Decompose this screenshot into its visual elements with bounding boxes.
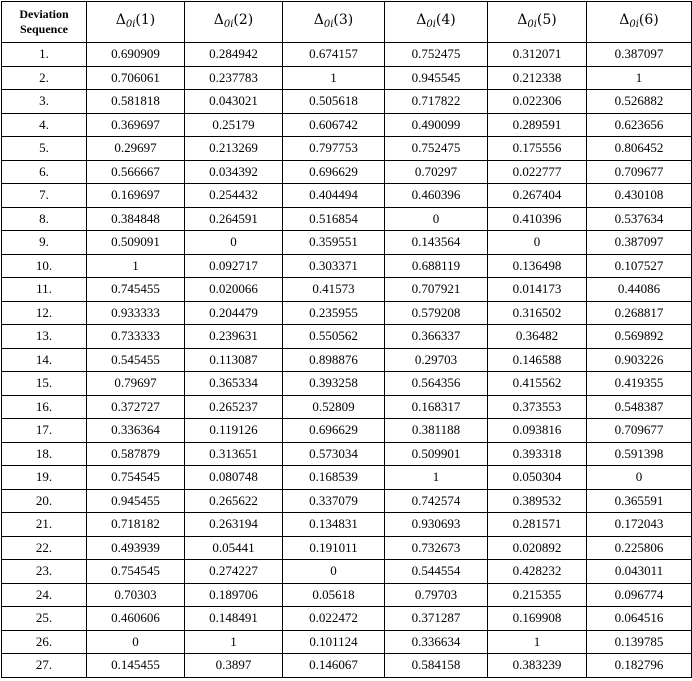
deviation-value-cell: 0.623656 xyxy=(587,113,692,137)
deviation-value-cell: 0.754545 xyxy=(87,466,185,490)
deviation-value-cell: 0.584158 xyxy=(385,654,488,678)
deviation-value-cell: 0.146588 xyxy=(488,348,587,372)
deviation-value-cell: 0.281571 xyxy=(488,513,587,537)
table-row xyxy=(2,419,692,443)
col-arg: (1) xyxy=(135,11,156,28)
deviation-value-cell: 0.366337 xyxy=(385,325,488,349)
deviation-value-cell: 0.050304 xyxy=(488,466,587,490)
table-row xyxy=(2,184,692,208)
deviation-value-cell: 0.537634 xyxy=(587,207,692,231)
sequence-number-cell: 14. xyxy=(2,348,87,372)
deviation-value-cell: 0.41573 xyxy=(283,278,385,302)
sequence-number-cell: 4. xyxy=(2,113,87,137)
col-arg: (3) xyxy=(333,11,354,28)
deviation-value-cell: 0.706061 xyxy=(87,66,185,90)
deviation-value-cell: 0.064516 xyxy=(587,607,692,631)
deviation-value-cell: 0.606742 xyxy=(283,113,385,137)
deviation-value-cell: 0.014173 xyxy=(488,278,587,302)
deviation-value-cell: 0.410396 xyxy=(488,207,587,231)
header-col-2 xyxy=(185,2,283,43)
sequence-number-cell: 5. xyxy=(2,137,87,161)
deviation-value-cell: 0.182796 xyxy=(587,654,692,678)
deviation-value-cell: 0.145455 xyxy=(87,654,185,678)
table-row xyxy=(2,560,692,584)
deviation-value-cell: 1 xyxy=(385,466,488,490)
deviation-value-cell: 0.945455 xyxy=(87,489,185,513)
deviation-value-cell: 0.29703 xyxy=(385,348,488,372)
table-row xyxy=(2,395,692,419)
deviation-value-cell: 0.239631 xyxy=(185,325,283,349)
header-col-6 xyxy=(587,2,692,43)
deviation-value-cell: 0.752475 xyxy=(385,137,488,161)
deviation-value-cell: 0.05441 xyxy=(185,536,283,560)
deviation-value-cell: 0.022306 xyxy=(488,90,587,114)
deviation-value-cell: 0.381188 xyxy=(385,419,488,443)
deviation-value-cell: 0.119126 xyxy=(185,419,283,443)
sequence-number-cell: 7. xyxy=(2,184,87,208)
deviation-value-cell: 0.107527 xyxy=(587,254,692,278)
deviation-value-cell: 0.316502 xyxy=(488,301,587,325)
deviation-value-cell: 0.393318 xyxy=(488,442,587,466)
deviation-value-cell: 0.265237 xyxy=(185,395,283,419)
deviation-value-cell: 0.587879 xyxy=(87,442,185,466)
header-row xyxy=(2,2,692,43)
deviation-value-cell: 0.509091 xyxy=(87,231,185,255)
deviation-value-cell: 0.092717 xyxy=(185,254,283,278)
deviation-value-cell: 0.419355 xyxy=(587,372,692,396)
table-row xyxy=(2,583,692,607)
delta-symbol: Δ xyxy=(213,11,224,28)
deviation-value-cell: 0.550562 xyxy=(283,325,385,349)
deviation-value-cell: 0.526882 xyxy=(587,90,692,114)
delta-symbol: Δ xyxy=(619,11,630,28)
deviation-value-cell: 0.365334 xyxy=(185,372,283,396)
deviation-value-cell: 1 xyxy=(87,254,185,278)
deviation-value-cell: 0 xyxy=(385,207,488,231)
deviation-value-cell: 0.113087 xyxy=(185,348,283,372)
deviation-value-cell: 0.707921 xyxy=(385,278,488,302)
subscript: 0i xyxy=(629,18,639,30)
sequence-number-cell: 17. xyxy=(2,419,87,443)
deviation-value-cell: 0.022472 xyxy=(283,607,385,631)
deviation-value-cell: 0.79697 xyxy=(87,372,185,396)
deviation-value-cell: 0.569892 xyxy=(587,325,692,349)
deviation-value-cell: 0.096774 xyxy=(587,583,692,607)
deviation-value-cell: 0.742574 xyxy=(385,489,488,513)
deviation-value-cell: 0.430108 xyxy=(587,184,692,208)
header-deviation-sequence xyxy=(2,2,87,43)
table-row xyxy=(2,160,692,184)
deviation-value-cell: 0 xyxy=(185,231,283,255)
deviation-value-cell: 0.903226 xyxy=(587,348,692,372)
deviation-value-cell: 0.70297 xyxy=(385,160,488,184)
deviation-value-cell: 0.213269 xyxy=(185,137,283,161)
table-row xyxy=(2,254,692,278)
deviation-value-cell: 0.172043 xyxy=(587,513,692,537)
deviation-value-cell: 0.148491 xyxy=(185,607,283,631)
col-arg: (5) xyxy=(536,11,557,28)
deviation-value-cell: 0.752475 xyxy=(385,43,488,67)
deviation-value-cell: 0.717822 xyxy=(385,90,488,114)
deviation-value-cell: 0.797753 xyxy=(283,137,385,161)
header-col-1 xyxy=(87,2,185,43)
table-row xyxy=(2,43,692,67)
deviation-value-cell: 0.05618 xyxy=(283,583,385,607)
deviation-value-cell: 0.709677 xyxy=(587,160,692,184)
sequence-number-cell: 11. xyxy=(2,278,87,302)
table-row xyxy=(2,113,692,137)
deviation-value-cell: 0.225806 xyxy=(587,536,692,560)
deviation-value-cell: 0.267404 xyxy=(488,184,587,208)
deviation-value-cell: 1 xyxy=(488,630,587,654)
header-first-line1: Deviation xyxy=(19,7,69,21)
deviation-value-cell: 0.428232 xyxy=(488,560,587,584)
sequence-number-cell: 26. xyxy=(2,630,87,654)
table-row xyxy=(2,207,692,231)
table-row xyxy=(2,90,692,114)
col-arg: (6) xyxy=(638,11,659,28)
table-row xyxy=(2,301,692,325)
deviation-value-cell: 1 xyxy=(587,66,692,90)
deviation-value-cell: 0.933333 xyxy=(87,301,185,325)
header-first-line2: Sequence xyxy=(20,22,68,36)
table-row xyxy=(2,442,692,466)
subscript: 0i xyxy=(426,18,436,30)
deviation-value-cell: 0.945545 xyxy=(385,66,488,90)
deviation-value-cell: 0.215355 xyxy=(488,583,587,607)
table-row xyxy=(2,513,692,537)
deviation-value-cell: 0.573034 xyxy=(283,442,385,466)
deviation-value-cell: 0.237783 xyxy=(185,66,283,90)
delta-symbol: Δ xyxy=(313,11,324,28)
sequence-number-cell: 22. xyxy=(2,536,87,560)
sequence-number-cell: 21. xyxy=(2,513,87,537)
sequence-number-cell: 24. xyxy=(2,583,87,607)
deviation-value-cell: 0.336634 xyxy=(385,630,488,654)
table-row xyxy=(2,489,692,513)
deviation-value-cell: 0.79703 xyxy=(385,583,488,607)
deviation-value-cell: 0.101124 xyxy=(283,630,385,654)
sequence-number-cell: 13. xyxy=(2,325,87,349)
sequence-number-cell: 20. xyxy=(2,489,87,513)
deviation-value-cell: 0.404494 xyxy=(283,184,385,208)
sequence-number-cell: 12. xyxy=(2,301,87,325)
deviation-value-cell: 1 xyxy=(283,66,385,90)
deviation-value-cell: 0 xyxy=(87,630,185,654)
delta-symbol: Δ xyxy=(115,11,126,28)
deviation-value-cell: 0.268817 xyxy=(587,301,692,325)
deviation-value-cell: 0.134831 xyxy=(283,513,385,537)
deviation-value-cell: 1 xyxy=(185,630,283,654)
sequence-number-cell: 27. xyxy=(2,654,87,678)
table-row xyxy=(2,66,692,90)
deviation-value-cell: 0.548387 xyxy=(587,395,692,419)
delta-symbol: Δ xyxy=(416,11,427,28)
deviation-value-cell: 0.70303 xyxy=(87,583,185,607)
deviation-value-cell: 0.020892 xyxy=(488,536,587,560)
subscript: 0i xyxy=(527,18,537,30)
deviation-value-cell: 0.169908 xyxy=(488,607,587,631)
deviation-value-cell: 0.313651 xyxy=(185,442,283,466)
deviation-value-cell: 0.745455 xyxy=(87,278,185,302)
deviation-value-cell: 0.336364 xyxy=(87,419,185,443)
deviation-value-cell: 0.371287 xyxy=(385,607,488,631)
subscript: 0i xyxy=(125,18,136,30)
deviation-value-cell: 0.274227 xyxy=(185,560,283,584)
sequence-number-cell: 10. xyxy=(2,254,87,278)
deviation-value-cell: 0.29697 xyxy=(87,137,185,161)
deviation-value-cell: 0.369697 xyxy=(87,113,185,137)
deviation-value-cell: 0.136498 xyxy=(488,254,587,278)
deviation-value-cell: 0.337079 xyxy=(283,489,385,513)
col-arg: (4) xyxy=(435,11,456,28)
deviation-value-cell: 0.043021 xyxy=(185,90,283,114)
deviation-value-cell: 0.020066 xyxy=(185,278,283,302)
deviation-value-cell: 0.212338 xyxy=(488,66,587,90)
table-row xyxy=(2,278,692,302)
deviation-value-cell: 0.690909 xyxy=(87,43,185,67)
deviation-value-cell: 0.175556 xyxy=(488,137,587,161)
sequence-number-cell: 2. xyxy=(2,66,87,90)
deviation-value-cell: 0.387097 xyxy=(587,43,692,67)
deviation-value-cell: 0.696629 xyxy=(283,419,385,443)
deviation-sequence-table xyxy=(1,1,692,678)
deviation-value-cell: 0.3897 xyxy=(185,654,283,678)
deviation-value-cell: 0.372727 xyxy=(87,395,185,419)
table-row xyxy=(2,137,692,161)
deviation-value-cell: 0.591398 xyxy=(587,442,692,466)
sequence-number-cell: 3. xyxy=(2,90,87,114)
table-header xyxy=(2,2,692,43)
sequence-number-cell: 1. xyxy=(2,43,87,67)
sequence-number-cell: 6. xyxy=(2,160,87,184)
deviation-value-cell: 0.460606 xyxy=(87,607,185,631)
table-row xyxy=(2,325,692,349)
deviation-value-cell: 0.387097 xyxy=(587,231,692,255)
sequence-number-cell: 16. xyxy=(2,395,87,419)
header-col-5 xyxy=(488,2,587,43)
deviation-value-cell: 0.263194 xyxy=(185,513,283,537)
deviation-value-cell: 0.143564 xyxy=(385,231,488,255)
subscript: 0i xyxy=(223,18,234,30)
deviation-value-cell: 0.732673 xyxy=(385,536,488,560)
deviation-value-cell: 0.303371 xyxy=(283,254,385,278)
sequence-number-cell: 23. xyxy=(2,560,87,584)
deviation-value-cell: 0.581818 xyxy=(87,90,185,114)
sequence-number-cell: 18. xyxy=(2,442,87,466)
deviation-value-cell: 0.022777 xyxy=(488,160,587,184)
deviation-value-cell: 0.373553 xyxy=(488,395,587,419)
deviation-value-cell: 0.579208 xyxy=(385,301,488,325)
deviation-value-cell: 0.204479 xyxy=(185,301,283,325)
deviation-value-cell: 0 xyxy=(587,466,692,490)
deviation-value-cell: 0.034392 xyxy=(185,160,283,184)
delta-symbol: Δ xyxy=(517,11,528,28)
deviation-value-cell: 0.235955 xyxy=(283,301,385,325)
deviation-value-cell: 0.080748 xyxy=(185,466,283,490)
deviation-value-cell: 0.545455 xyxy=(87,348,185,372)
subscript: 0i xyxy=(323,18,334,30)
deviation-value-cell: 0.146067 xyxy=(283,654,385,678)
table-row xyxy=(2,654,692,678)
deviation-value-cell: 0.254432 xyxy=(185,184,283,208)
deviation-value-cell: 0.493939 xyxy=(87,536,185,560)
deviation-value-cell: 0.25179 xyxy=(185,113,283,137)
deviation-value-cell: 0.312071 xyxy=(488,43,587,67)
deviation-value-cell: 0.806452 xyxy=(587,137,692,161)
table-row xyxy=(2,630,692,654)
deviation-value-cell: 0.168317 xyxy=(385,395,488,419)
deviation-value-cell: 0.544554 xyxy=(385,560,488,584)
table-row xyxy=(2,466,692,490)
deviation-value-cell: 0.505618 xyxy=(283,90,385,114)
deviation-value-cell: 0.389532 xyxy=(488,489,587,513)
header-col-3 xyxy=(283,2,385,43)
sequence-number-cell: 19. xyxy=(2,466,87,490)
deviation-value-cell: 0.930693 xyxy=(385,513,488,537)
deviation-value-cell: 0.189706 xyxy=(185,583,283,607)
deviation-value-cell: 0.52809 xyxy=(283,395,385,419)
sequence-number-cell: 25. xyxy=(2,607,87,631)
deviation-value-cell: 0.44086 xyxy=(587,278,692,302)
table-row xyxy=(2,607,692,631)
table-body xyxy=(2,43,692,678)
deviation-value-cell: 0.284942 xyxy=(185,43,283,67)
table-row xyxy=(2,372,692,396)
deviation-value-cell: 0 xyxy=(283,560,385,584)
deviation-value-cell: 0.696629 xyxy=(283,160,385,184)
table-row xyxy=(2,231,692,255)
col-arg: (2) xyxy=(233,11,254,28)
deviation-value-cell: 0.393258 xyxy=(283,372,385,396)
deviation-value-cell: 0.265622 xyxy=(185,489,283,513)
table-row xyxy=(2,536,692,560)
deviation-value-cell: 0.709677 xyxy=(587,419,692,443)
deviation-value-cell: 0.289591 xyxy=(488,113,587,137)
deviation-value-cell: 0.898876 xyxy=(283,348,385,372)
table-row xyxy=(2,348,692,372)
deviation-value-cell: 0.383239 xyxy=(488,654,587,678)
deviation-value-cell: 0.718182 xyxy=(87,513,185,537)
deviation-value-cell: 0.415562 xyxy=(488,372,587,396)
deviation-value-cell: 0.566667 xyxy=(87,160,185,184)
deviation-value-cell: 0.36482 xyxy=(488,325,587,349)
sequence-number-cell: 15. xyxy=(2,372,87,396)
deviation-value-cell: 0.043011 xyxy=(587,560,692,584)
deviation-value-cell: 0 xyxy=(488,231,587,255)
deviation-value-cell: 0.191011 xyxy=(283,536,385,560)
sequence-number-cell: 9. xyxy=(2,231,87,255)
deviation-value-cell: 0.688119 xyxy=(385,254,488,278)
deviation-value-cell: 0.264591 xyxy=(185,207,283,231)
deviation-value-cell: 0.516854 xyxy=(283,207,385,231)
header-col-4 xyxy=(385,2,488,43)
deviation-value-cell: 0.460396 xyxy=(385,184,488,208)
deviation-value-cell: 0.139785 xyxy=(587,630,692,654)
deviation-value-cell: 0.093816 xyxy=(488,419,587,443)
deviation-value-cell: 0.733333 xyxy=(87,325,185,349)
deviation-value-cell: 0.169697 xyxy=(87,184,185,208)
deviation-value-cell: 0.359551 xyxy=(283,231,385,255)
deviation-value-cell: 0.384848 xyxy=(87,207,185,231)
deviation-value-cell: 0.564356 xyxy=(385,372,488,396)
deviation-value-cell: 0.674157 xyxy=(283,43,385,67)
deviation-value-cell: 0.490099 xyxy=(385,113,488,137)
sequence-number-cell: 8. xyxy=(2,207,87,231)
deviation-value-cell: 0.509901 xyxy=(385,442,488,466)
deviation-value-cell: 0.168539 xyxy=(283,466,385,490)
deviation-value-cell: 0.754545 xyxy=(87,560,185,584)
deviation-value-cell: 0.365591 xyxy=(587,489,692,513)
